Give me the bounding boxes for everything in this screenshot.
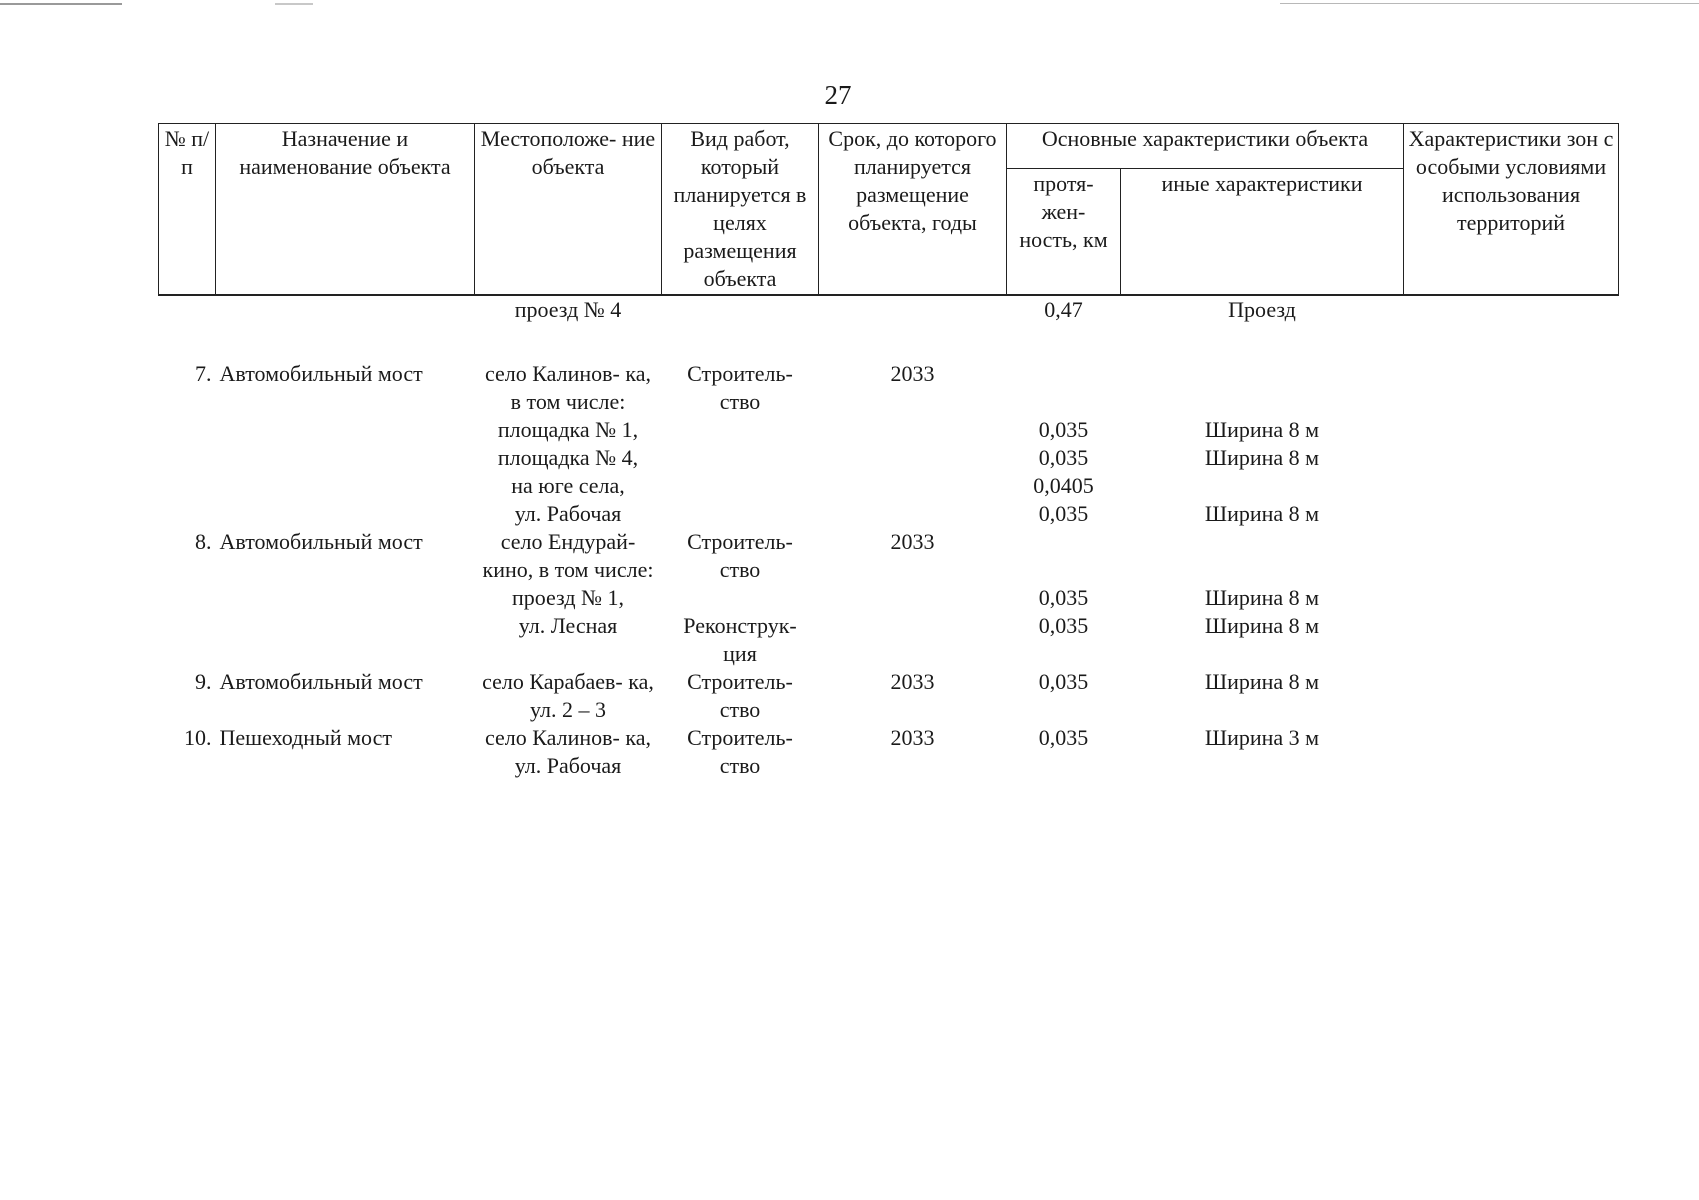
table-header <box>159 124 1619 296</box>
cell-location: ул. Лесная <box>518 613 618 638</box>
cell-term <box>819 500 1007 528</box>
cell-zones <box>1404 584 1619 612</box>
cell-num <box>159 584 216 612</box>
table-row <box>159 444 1619 472</box>
cell-length: 0,035 <box>1038 585 1089 610</box>
table-body <box>159 295 1619 780</box>
header-other: иные характеристики <box>1121 168 1404 295</box>
cell-length: 0,47 <box>1044 297 1083 322</box>
cell-zones <box>1404 324 1619 360</box>
cell-location: площадка № 1, <box>497 417 639 442</box>
cell-num <box>159 444 216 472</box>
cell-work-type: Строитель- ство <box>687 361 793 414</box>
cell-other <box>1121 324 1404 360</box>
cell-location: проезд № 1, <box>511 585 625 610</box>
cell-num <box>159 612 216 668</box>
cell-num <box>159 324 216 360</box>
cell-other: Ширина 8 м <box>1204 501 1320 526</box>
cell-other: Ширина 8 м <box>1204 669 1320 694</box>
cell-location: проезд № 4 <box>514 297 622 322</box>
cell-num <box>159 416 216 444</box>
cell-other: Ширина 8 м <box>1204 417 1320 442</box>
cell-term <box>819 295 1007 324</box>
cell-term <box>819 584 1007 612</box>
cell-work-type: Реконструк- ция <box>683 613 797 666</box>
cell-length <box>1007 528 1121 584</box>
cell-other: Ширина 8 м <box>1204 613 1320 638</box>
objects-table <box>158 123 1619 780</box>
cell-name <box>216 584 475 612</box>
table-row <box>159 472 1619 500</box>
cell-term <box>819 444 1007 472</box>
cell-location: село Калинов- ка, в том числе: <box>485 361 651 414</box>
cell-num <box>159 295 216 324</box>
table-row <box>159 724 1619 780</box>
cell-num: 10. <box>184 725 212 750</box>
cell-term: 2033 <box>890 361 935 386</box>
cell-term: 2033 <box>890 725 935 750</box>
cell-length: 0,035 <box>1038 613 1089 638</box>
table-row <box>159 668 1619 724</box>
cell-work-type <box>662 584 819 612</box>
cell-work-type: Строитель- ство <box>687 669 793 722</box>
cell-location: площадка № 4, <box>497 445 639 470</box>
cell-other <box>1121 360 1404 416</box>
table-row <box>159 324 1619 360</box>
header-name: Назначение и наименование объекта <box>216 124 475 296</box>
header-num: № п/п <box>159 124 216 296</box>
cell-zones <box>1404 360 1619 416</box>
cell-zones <box>1404 528 1619 584</box>
header-term: Срок, до которого планируется размещение объекта, годы <box>819 124 1007 296</box>
header-zones: Характеристики зон с особыми условиями использования территорий <box>1404 124 1619 296</box>
cell-name <box>216 472 475 500</box>
cell-name: Автомобильный мост <box>219 529 423 554</box>
table-row <box>159 584 1619 612</box>
cell-name: Пешеходный мост <box>219 725 392 750</box>
cell-zones <box>1404 444 1619 472</box>
cell-name <box>216 444 475 472</box>
cell-length: 0,035 <box>1038 725 1089 750</box>
cell-length: 0,0405 <box>1033 473 1094 498</box>
cell-name <box>216 500 475 528</box>
cell-location: село Карабаев- ка, ул. 2 – 3 <box>482 669 654 722</box>
cell-length: 0,035 <box>1038 669 1089 694</box>
cell-num <box>159 500 216 528</box>
cell-location: село Калинов- ка, ул. Рабочая <box>485 725 651 778</box>
cell-location: ул. Рабочая <box>514 501 622 526</box>
cell-num: 9. <box>195 669 212 694</box>
cell-name <box>216 295 475 324</box>
cell-name <box>216 416 475 444</box>
scan-edge-mark <box>275 3 313 5</box>
cell-other <box>1121 472 1404 500</box>
cell-zones <box>1404 724 1619 780</box>
header-location: Местоположе- ние объекта <box>475 124 662 296</box>
cell-term <box>819 416 1007 444</box>
cell-other <box>1121 528 1404 584</box>
cell-zones <box>1404 416 1619 444</box>
cell-zones <box>1404 612 1619 668</box>
cell-name <box>216 612 475 668</box>
page-number: 27 <box>824 80 852 110</box>
table-row <box>159 295 1619 324</box>
cell-length <box>1007 360 1121 416</box>
cell-other: Ширина 8 м <box>1204 445 1320 470</box>
cell-work-type <box>662 472 819 500</box>
cell-other: Ширина 3 м <box>1204 725 1320 750</box>
cell-zones <box>1404 295 1619 324</box>
cell-term: 2033 <box>890 529 935 554</box>
header-length: протя- жен- ность, км <box>1007 168 1121 295</box>
cell-zones <box>1404 472 1619 500</box>
cell-name: Автомобильный мост <box>219 361 423 386</box>
cell-num <box>159 472 216 500</box>
cell-location <box>475 324 662 360</box>
cell-work-type <box>662 444 819 472</box>
cell-work-type: Строитель- ство <box>687 725 793 778</box>
table-row <box>159 416 1619 444</box>
cell-work-type <box>662 324 819 360</box>
cell-zones <box>1404 500 1619 528</box>
cell-length: 0,035 <box>1038 417 1089 442</box>
cell-location: на юге села, <box>511 473 625 498</box>
cell-term: 2033 <box>890 669 935 694</box>
cell-term <box>819 472 1007 500</box>
cell-work-type <box>662 295 819 324</box>
cell-work-type <box>662 500 819 528</box>
cell-length: 0,035 <box>1038 445 1089 470</box>
cell-name: Автомобильный мост <box>219 669 423 694</box>
scan-edge-mark <box>0 3 122 5</box>
cell-term <box>819 324 1007 360</box>
header-work-type: Вид работ, который планируется в целях размещения объекта <box>662 124 819 296</box>
cell-zones <box>1404 668 1619 724</box>
cell-work-type: Строитель- ство <box>687 529 793 582</box>
header-main-characteristics: Основные характеристики объекта <box>1007 124 1404 169</box>
scan-edge-mark <box>1280 3 1699 4</box>
table-row <box>159 360 1619 416</box>
cell-num: 7. <box>195 361 212 386</box>
cell-num: 8. <box>195 529 212 554</box>
cell-other: Проезд <box>1228 297 1296 322</box>
cell-location: село Ендурай- кино, в том числе: <box>482 529 654 582</box>
table-row <box>159 500 1619 528</box>
table-row <box>159 528 1619 584</box>
table-row <box>159 612 1619 668</box>
cell-length <box>1007 324 1121 360</box>
cell-work-type <box>662 416 819 444</box>
cell-term <box>819 612 1007 668</box>
cell-length: 0,035 <box>1038 501 1089 526</box>
cell-name <box>216 324 475 360</box>
cell-other: Ширина 8 м <box>1204 585 1320 610</box>
